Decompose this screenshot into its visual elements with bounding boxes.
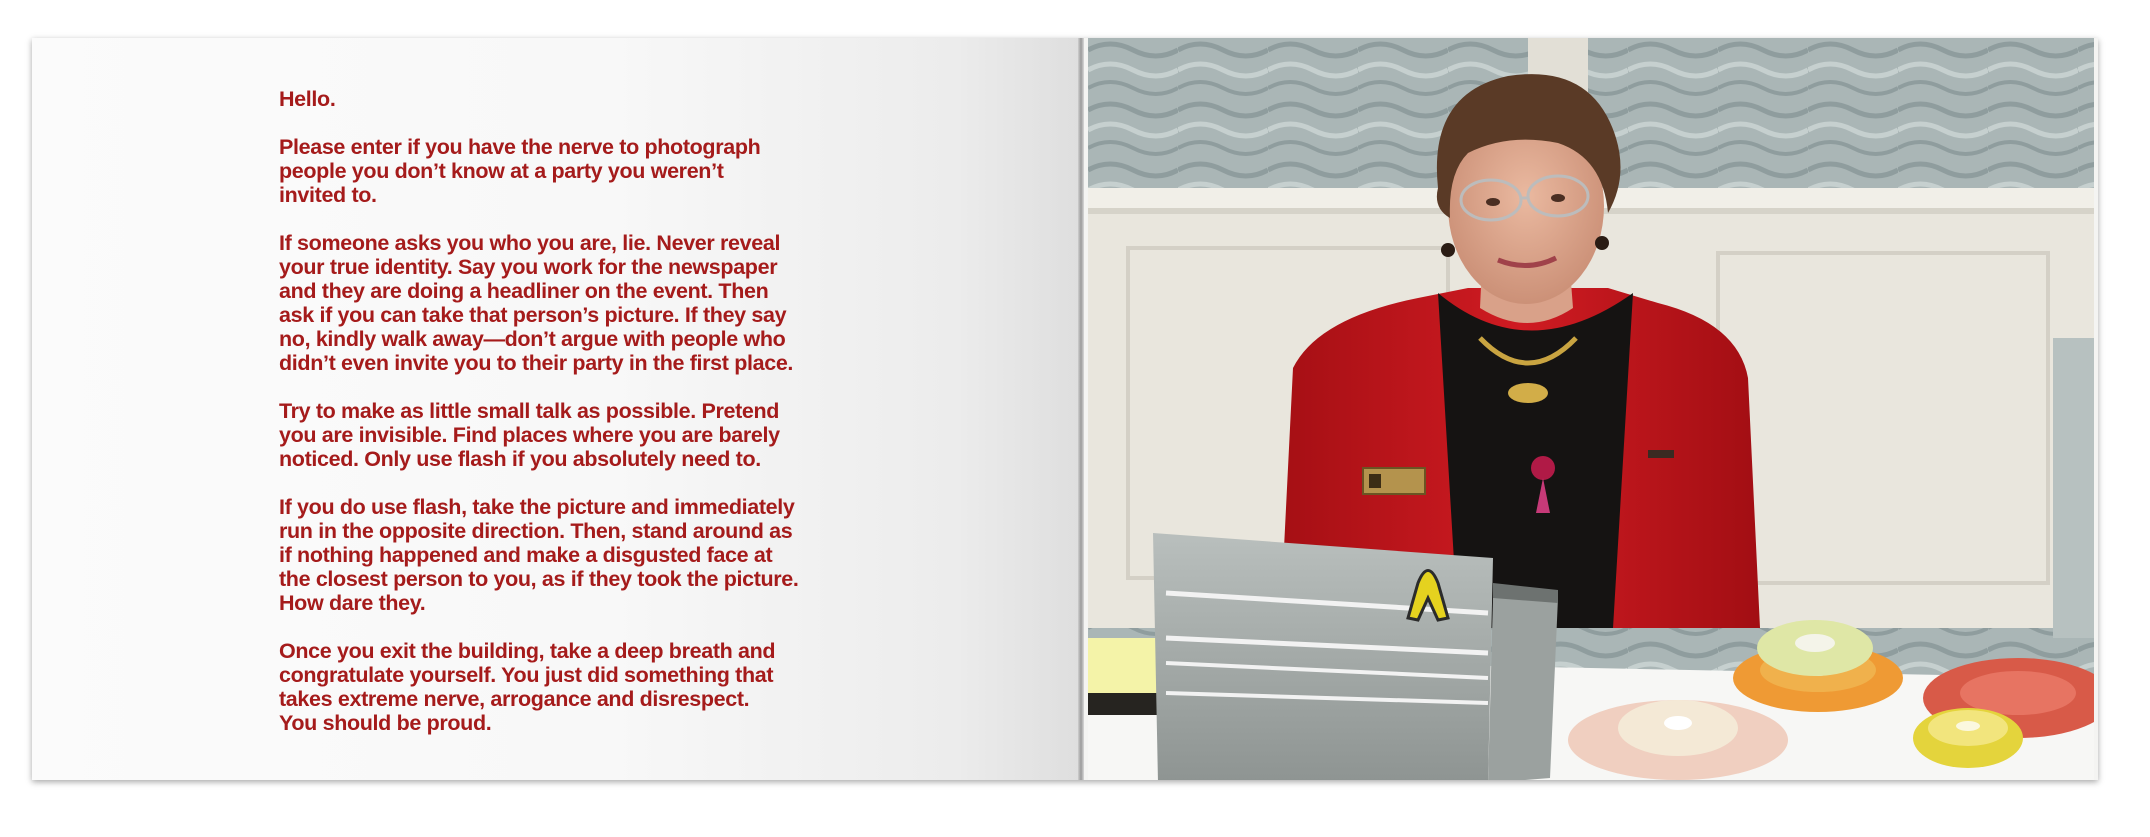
instructions-text	[279, 87, 879, 759]
paragraph-small-talk: Try to make as little small talk as possible. Pretend you are invisible. Find places where you are barely noticed. Only use flash if you absolutely need to.	[279, 399, 780, 471]
paragraph-enter: Please enter if you have the nerve to photograph people you don’t know at a party you weren’t invited to.	[279, 135, 761, 207]
book-spread	[32, 38, 2098, 780]
paragraph-greeting: Hello.	[279, 87, 336, 111]
right-page	[1084, 38, 2098, 780]
left-page	[32, 38, 1081, 780]
paragraph-flash: If you do use flash, take the picture and immediately run in the opposite direction. Then, stand around as if nothing happened and make a disgusted face at the closest person to you, as if they took the picture. How dare they.	[279, 495, 799, 615]
cash-box-lid	[1153, 533, 1493, 780]
photograph-woman-at-ticket-table	[1088, 38, 2094, 780]
paragraph-lie: If someone asks you who you are, lie. Never reveal your true identity. Say you work for the newspaper and they are doing a headliner on the event. Then ask if you can take that person’s picture. If they say no, kindly walk away—don’t argue with people who didn’t even invite you to their party in the first place.	[279, 231, 794, 375]
paragraph-exit: Once you exit the building, take a deep breath and congratulate yourself. You just did something that takes extreme nerve, arrogance and disrespect. You should be proud.	[279, 639, 776, 735]
